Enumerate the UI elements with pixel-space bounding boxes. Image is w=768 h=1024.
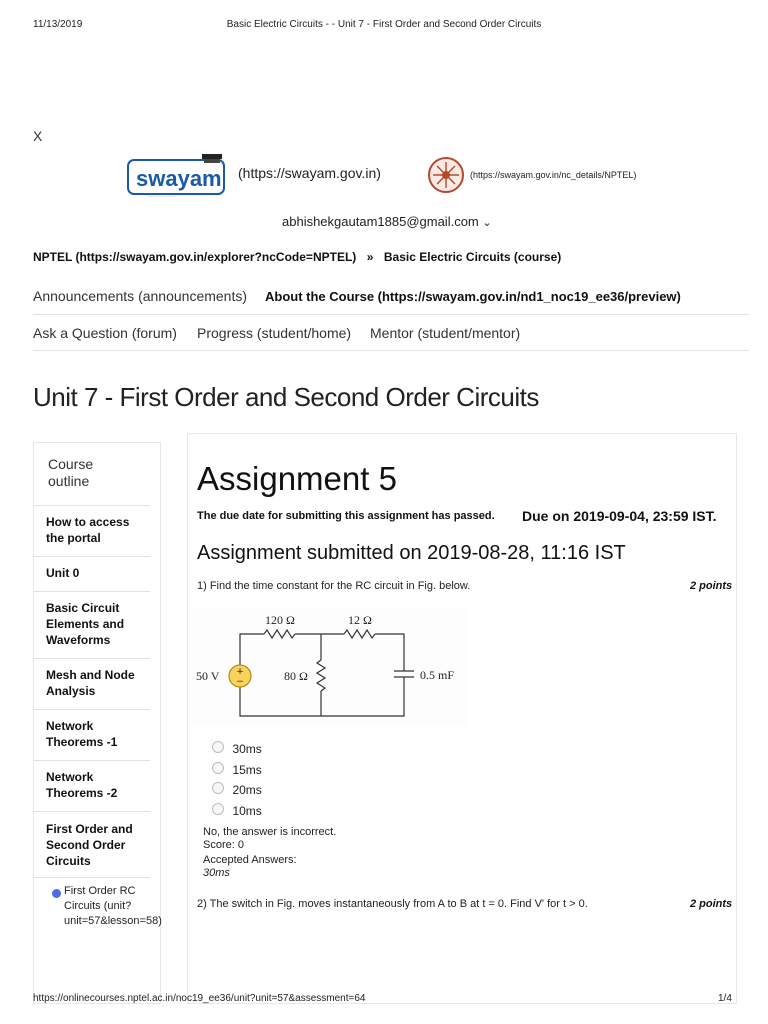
radio-option-15ms[interactable] — [212, 762, 224, 774]
course-outline-sidebar — [33, 442, 161, 1004]
print-footer-url: https://onlinecourses.nptel.ac.in/noc19_ee36/unit?unit=57&assessment=64 — [33, 993, 366, 1004]
submission-status: Assignment submitted on 2019-08-28, 11:16 IST — [197, 542, 626, 564]
chevron-down-icon: ⌄ — [482, 217, 492, 229]
sidebar-item-label: Network — [46, 770, 94, 784]
sidebar-item-how-to-access[interactable] — [46, 514, 146, 546]
sidebar-item-label: Unit 0 — [46, 566, 80, 580]
sidebar-divider — [34, 811, 150, 812]
sidebar-item-label: Theorems -2 — [46, 786, 118, 800]
feedback-incorrect: No, the answer is incorrect. — [203, 826, 337, 838]
sidebar-subitem-label: First Order RC — [64, 885, 136, 897]
sidebar-divider — [34, 556, 150, 557]
question-1-points: 2 points — [690, 580, 733, 592]
resistor-80-label: 80 Ω — [284, 669, 308, 683]
sidebar-item-label: Circuits — [46, 854, 91, 868]
radio-option-30ms[interactable] — [212, 741, 224, 753]
current-lesson-bullet-icon — [52, 889, 61, 898]
due-date: Due on 2019-09-04, 23:59 IST. — [522, 508, 717, 524]
feedback-score: Score: 0 — [203, 839, 244, 851]
course-outline-heading — [48, 456, 93, 490]
option-row[interactable] — [212, 802, 262, 820]
option-row[interactable] — [212, 740, 262, 758]
question-2-points: 2 points — [690, 898, 733, 910]
sidebar-divider — [34, 658, 150, 659]
resistor-12-label: 12 Ω — [348, 613, 372, 627]
accepted-answers-label: Accepted Answers: — [203, 854, 297, 866]
nav-divider-bottom — [33, 350, 749, 351]
sidebar-item-label: Mesh and Node — [46, 668, 135, 682]
sidebar-divider — [34, 505, 150, 506]
print-title: Basic Electric Circuits - - Unit 7 - First Order and Second Order Circuits — [226, 19, 542, 30]
nav-announcements[interactable]: Announcements (announcements) — [33, 288, 248, 304]
sidebar-divider — [34, 877, 150, 878]
breadcrumb-course[interactable]: Basic Electric Circuits (course) — [383, 250, 562, 264]
sidebar-divider — [34, 760, 150, 761]
nptel-link[interactable]: (https://swayam.gov.in/nc_details/NPTEL) — [470, 170, 637, 180]
course-outline-heading-line: outline — [48, 473, 90, 489]
sidebar-subitem-label: Circuits (unit? — [64, 900, 132, 912]
option-label: 20ms — [232, 783, 262, 797]
sidebar-item-label: Second Order — [46, 838, 126, 852]
sidebar-item-unit-0[interactable] — [46, 565, 146, 581]
question-1-feedback — [203, 826, 336, 880]
option-row[interactable] — [212, 781, 262, 799]
page-title: Unit 7 - First Order and Second Order Circuits — [33, 382, 539, 412]
sidebar-item-label: How to access — [46, 515, 130, 529]
print-date: 11/13/2019 — [33, 19, 83, 30]
course-outline-heading-line: Course — [48, 456, 94, 472]
breadcrumb-nptel[interactable]: NPTEL (https://swayam.gov.in/explorer?ncCode=NPTEL) — [33, 250, 357, 264]
resistor-120-label: 120 Ω — [265, 613, 295, 627]
sidebar-item-label: the portal — [46, 531, 101, 545]
nptel-logo-icon[interactable] — [427, 156, 465, 194]
sidebar-item-label: Analysis — [46, 684, 96, 698]
swayam-link[interactable]: (https://swayam.gov.in) — [238, 165, 381, 181]
radio-option-20ms[interactable] — [212, 782, 224, 794]
question-1-text: 1) Find the time constant for the RC circuit in Fig. below. — [197, 580, 471, 592]
radio-option-10ms[interactable] — [212, 803, 224, 815]
source-plus-sign: + — [236, 667, 244, 677]
sidebar-subitem-first-order-rc[interactable] — [64, 884, 162, 929]
sidebar-item-first-second-order[interactable] — [46, 821, 146, 869]
sidebar-item-label: Elements and — [46, 617, 125, 631]
sidebar-item-basic-circuit[interactable] — [46, 600, 146, 648]
accepted-answer-value: 30ms — [203, 867, 230, 879]
sidebar-subitem-label: unit=57&lesson=58) — [64, 915, 162, 927]
due-date-passed-notice: The due date for submitting this assignment has passed. — [197, 510, 495, 522]
nav-progress[interactable]: Progress (student/home) — [197, 325, 352, 341]
user-email: abhishekgautam1885@gmail.com — [282, 214, 479, 229]
sidebar-divider — [34, 591, 150, 592]
breadcrumb — [33, 248, 561, 266]
sidebar-item-label: Network — [46, 719, 94, 733]
sidebar-item-network-theorems-2[interactable] — [46, 769, 146, 801]
option-row[interactable] — [212, 761, 262, 779]
nav-divider — [33, 314, 749, 315]
capacitor-label: 0.5 mF — [420, 668, 455, 682]
sidebar-item-label: First Order and — [46, 822, 133, 836]
print-page-number: 1/4 — [718, 993, 732, 1004]
question-2-text: 2) The switch in Fig. moves instantaneously from A to B at t = 0. Find V' for t > 0. — [197, 898, 588, 910]
assignment-title: Assignment 5 — [197, 460, 397, 497]
source-label: 50 V — [196, 669, 220, 683]
sidebar-item-label: Theorems -1 — [46, 735, 118, 749]
sidebar-item-mesh-node[interactable] — [46, 667, 146, 699]
sidebar-item-label: Waveforms — [46, 633, 111, 647]
breadcrumb-separator: » — [366, 250, 374, 264]
svg-text:·····················: ····················· — [148, 194, 176, 199]
svg-text:swayam: swayam — [136, 166, 222, 191]
source-minus-sign: − — [236, 677, 244, 687]
nav-ask-question[interactable]: Ask a Question (forum) — [33, 325, 177, 341]
sidebar-item-label: Basic Circuit — [46, 601, 120, 615]
nav-about-course[interactable]: About the Course (https://swayam.gov.in/nd1_noc19_ee36/preview) — [265, 289, 681, 304]
sidebar-divider — [34, 709, 150, 710]
close-button[interactable]: X — [33, 128, 43, 144]
rc-circuit-figure — [192, 608, 467, 726]
swayam-logo[interactable] — [126, 152, 234, 202]
option-label: 10ms — [232, 804, 262, 818]
option-label: 15ms — [232, 763, 262, 777]
sidebar-item-network-theorems-1[interactable] — [46, 718, 146, 750]
user-menu[interactable] — [282, 214, 492, 229]
nav-mentor[interactable]: Mentor (student/mentor) — [370, 325, 521, 341]
option-label: 30ms — [232, 742, 262, 756]
